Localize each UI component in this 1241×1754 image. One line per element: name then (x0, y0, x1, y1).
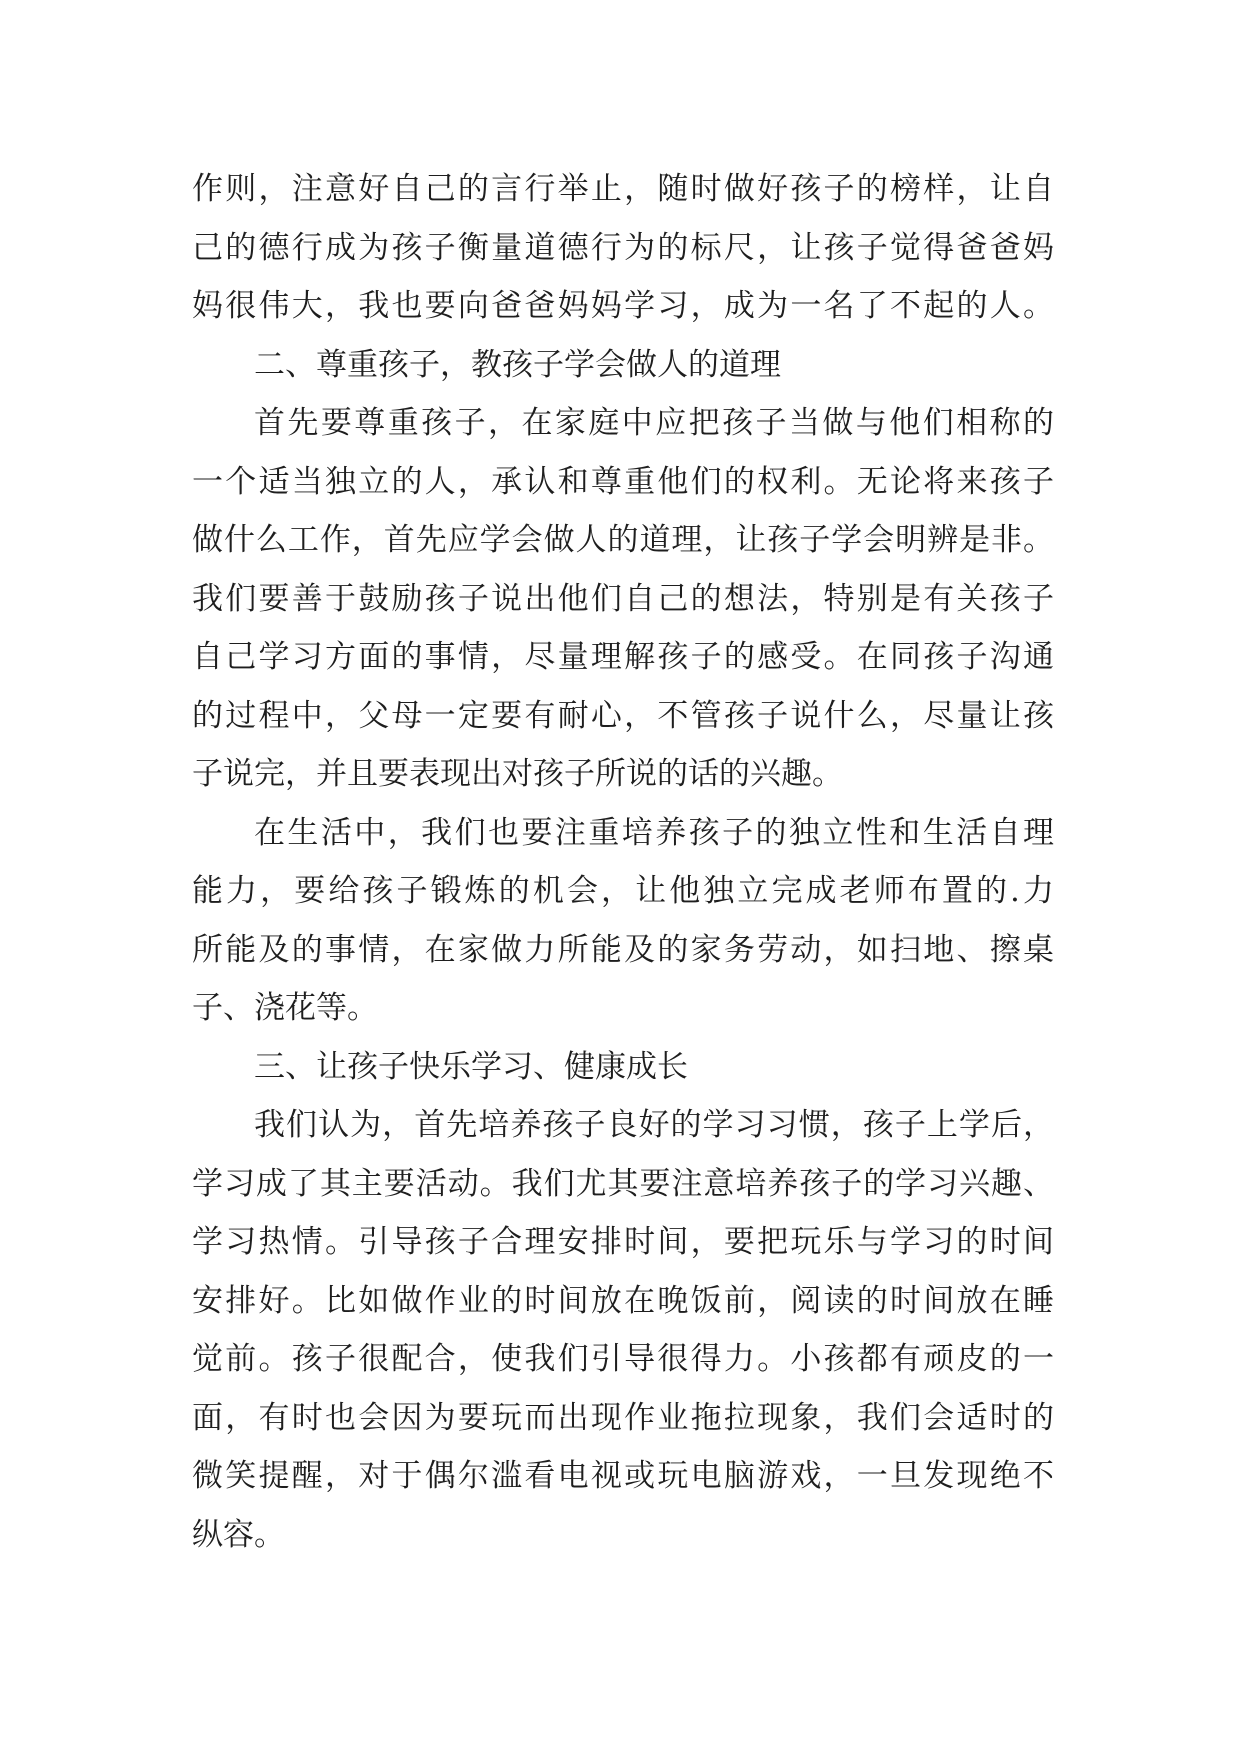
paragraph-first-line: 我们认为，首先培养孩子良好的学习习惯，孩子上学后， (254, 1107, 1054, 1143)
text-line: 安排好。比如做作业的时间放在晚饭前，阅读的时间放在睡 (192, 1282, 1054, 1319)
text-line: 面，有时也会因为要玩而出现作业拖拉现象，我们会适时的 (192, 1399, 1054, 1436)
text-line: 微笑提醒，对于偶尔滥看电视或玩电脑游戏，一旦发现绝不 (192, 1458, 1054, 1494)
paragraph-last-line: 子、浇花等。 (192, 990, 378, 1026)
text-line: 学习热情。引导孩子合理安排时间，要把玩乐与学习的时间 (192, 1224, 1054, 1260)
text-line: 所能及的事情，在家做力所能及的家务劳动，如扫地、擦桌 (192, 931, 1054, 968)
text-line: 己的德行成为孩子衡量道德行为的标尺，让孩子觉得爸爸妈 (192, 229, 1054, 266)
paragraph-last-line: 子说完，并且要表现出对孩子所说的话的兴趣。 (192, 756, 843, 792)
text-line: 妈很伟大，我也要向爸爸妈妈学习，成为一名了不起的人。 (192, 288, 1054, 324)
paragraph-first-line: 在生活中，我们也要注重培养孩子的独立性和生活自理 (254, 814, 1054, 851)
section-heading: 三、让孩子快乐学习、健康成长 (254, 1048, 688, 1085)
section-heading: 二、尊重孩子，教孩子学会做人的道理 (254, 346, 781, 383)
text-line: 能力，要给孩子锻炼的机会，让他独立完成老师布置的.力 (192, 873, 1054, 909)
text-line: 觉前。孩子很配合，使我们引导很得力。小孩都有顽皮的一 (192, 1341, 1054, 1377)
text-line: 做什么工作，首先应学会做人的道理，让孩子学会明辨是非。 (192, 522, 1054, 558)
text-line: 的过程中，父母一定要有耐心，不管孩子说什么，尽量让孩 (192, 697, 1054, 734)
text-line: 作则，注意好自己的言行举止，随时做好孩子的榜样，让自 (192, 171, 1054, 207)
text-line: 学习成了其主要活动。我们尤其要注意培养孩子的学习兴趣、 (192, 1165, 1054, 1202)
paragraph-last-line: 纵容。 (192, 1516, 285, 1553)
paragraph-first-line: 首先要尊重孩子，在家庭中应把孩子当做与他们相称的 (254, 405, 1054, 441)
text-line: 我们要善于鼓励孩子说出他们自己的想法，特别是有关孩子 (192, 580, 1054, 617)
text-line: 一个适当独立的人，承认和尊重他们的权利。无论将来孩子 (192, 463, 1054, 500)
document-body (192, 160, 1054, 1564)
text-line: 自己学习方面的事情，尽量理解孩子的感受。在同孩子沟通 (192, 639, 1054, 675)
